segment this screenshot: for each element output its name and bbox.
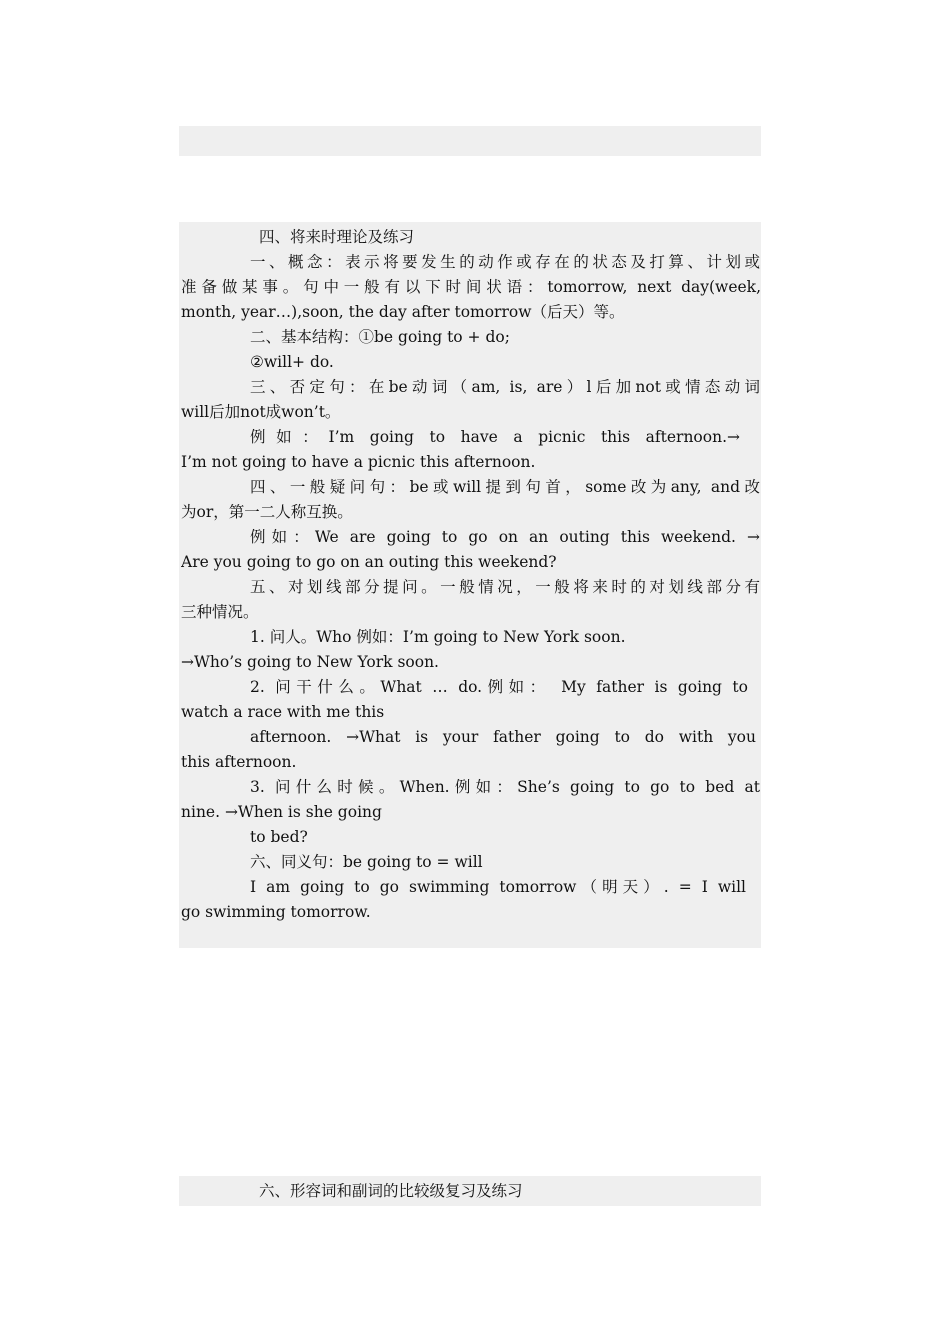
- paragraph-line: 为or，第一二人称互换。: [181, 503, 353, 521]
- example-line: afternoon. →What is your father going to do with you: [250, 728, 756, 746]
- example-line: to bed?: [250, 828, 308, 846]
- example-line: 3. 问什么时候。When.例如：She’s going to go to bed at: [250, 778, 760, 796]
- example-line: 例如：We are going to go on an outing this weekend. →: [250, 528, 760, 546]
- paragraph-line: 六、同义句：be going to = will: [250, 853, 483, 871]
- paragraph-line: 五、对划线部分提问。一般情况，一般将来时的对划线部分有: [250, 578, 760, 596]
- example-line: I’m not going to have a picnic this afternoon.: [181, 453, 536, 471]
- paragraph-line: 三种情况。: [181, 603, 259, 621]
- section-heading-comparatives: 六、形容词和副词的比较级复习及练习: [259, 1182, 523, 1200]
- example-line: watch a race with me this: [181, 703, 385, 721]
- paragraph-line: 一、概念：表示将要发生的动作或存在的状态及打算、计划或: [250, 253, 760, 271]
- paragraph-line: will后加not成won’t。: [181, 403, 341, 421]
- example-line: 例如：I’m going to have a picnic this afternoon.→: [250, 428, 740, 446]
- example-line: this afternoon.: [181, 753, 297, 771]
- paragraph-line: 准备做某事。句中一般有以下时间状语：tomorrow, next day(week,: [181, 278, 761, 296]
- paragraph-line: ②will+ do.: [250, 353, 334, 371]
- example-line: Are you going to go on an outing this weekend?: [181, 553, 557, 571]
- example-line: nine. →When is she going: [181, 803, 382, 821]
- example-line: 1. 问人。Who 例如：I’m going to New York soon.: [250, 628, 626, 646]
- paragraph-line: 三、否定句：在be动词（am, is, are）l后加not或情态动词: [250, 378, 760, 396]
- paragraph-line: month, year…),soon, the day after tomorrow（后天）等。: [181, 303, 625, 321]
- example-line: →Who’s going to New York soon.: [181, 653, 439, 671]
- paragraph-line: 二、基本结构：①be going to + do;: [250, 328, 510, 346]
- paragraph-line: 四、一般疑问句：be或will提到句首，some改为any, and改: [250, 478, 760, 496]
- example-line: I am going to go swimming tomorrow（明天）. = I will: [250, 878, 746, 896]
- section-heading-future-tense: 四、将来时理论及练习: [259, 228, 415, 246]
- empty-text-band: [179, 126, 761, 156]
- example-line: 2. 问干什么。What … do.例如： My father is going to: [250, 678, 748, 696]
- example-line: go swimming tomorrow.: [181, 903, 371, 921]
